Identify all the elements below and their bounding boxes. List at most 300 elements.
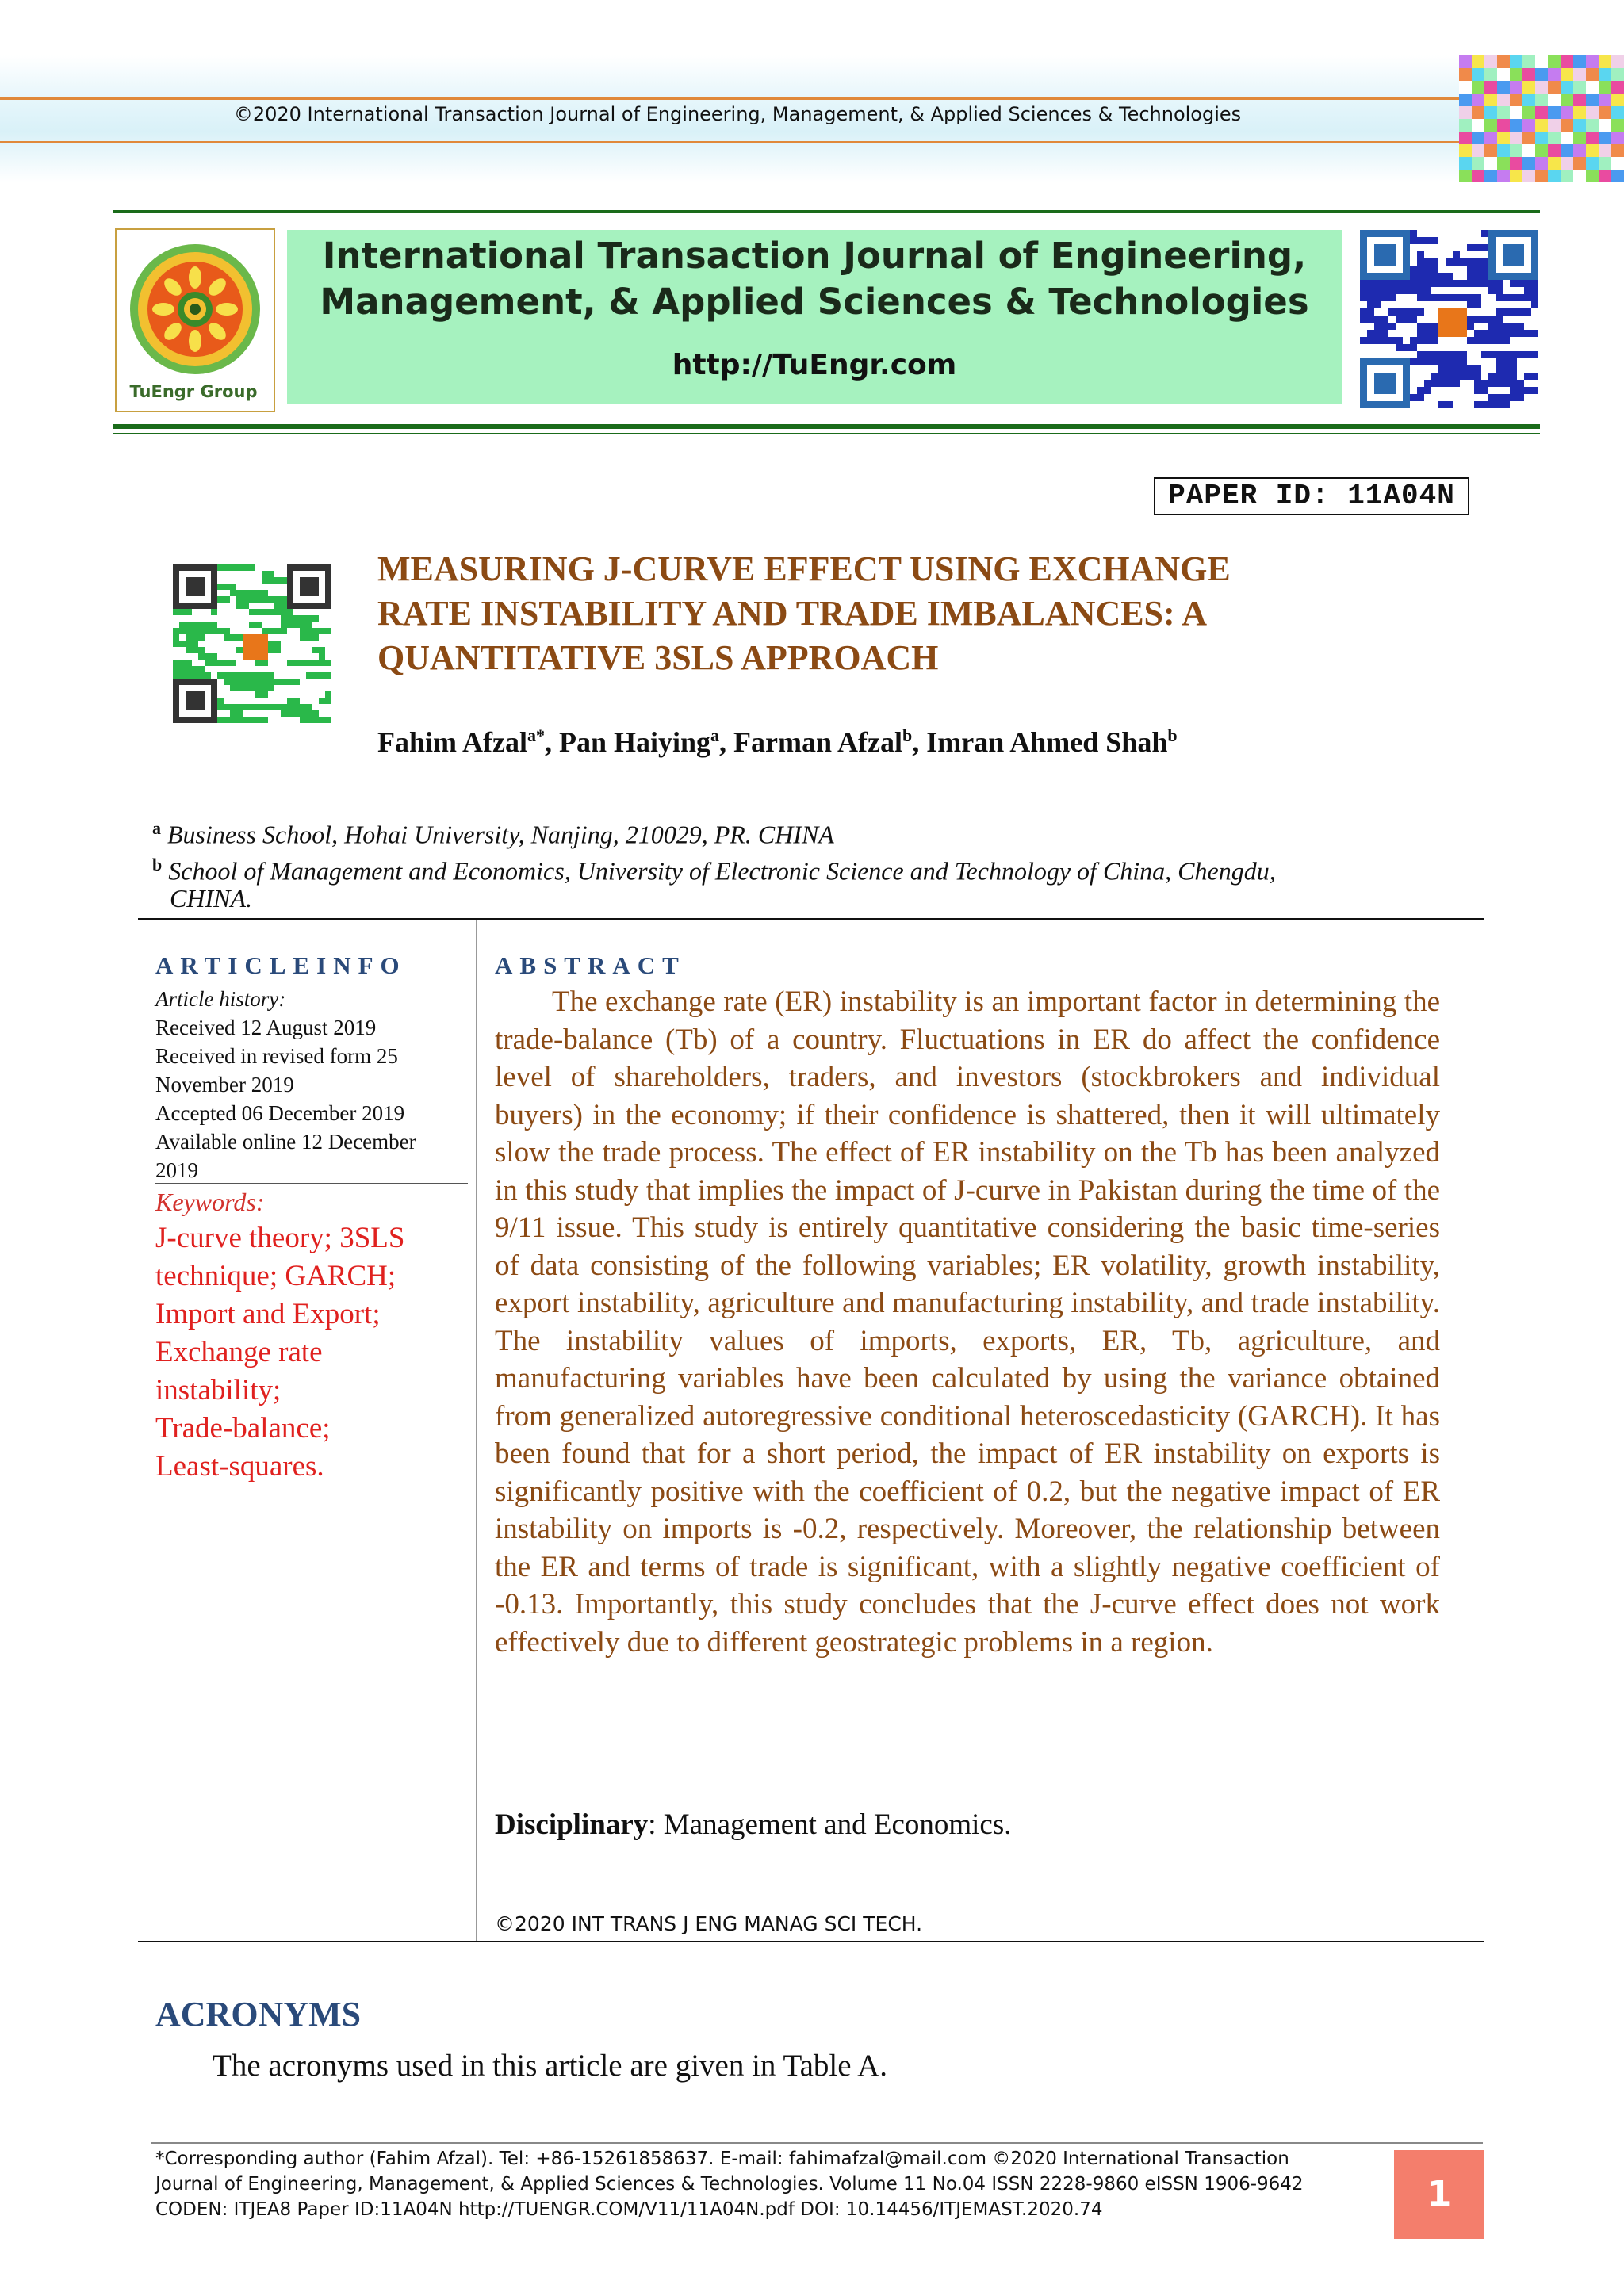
qr-module	[255, 685, 262, 691]
qr-module	[198, 596, 205, 603]
qr-module	[1517, 373, 1524, 380]
qr-module	[217, 666, 224, 672]
qr-module	[1381, 373, 1388, 380]
qr-module	[173, 603, 179, 609]
qr-module	[1438, 251, 1446, 258]
qr-module	[1503, 365, 1510, 373]
qr-module	[1381, 294, 1388, 301]
mosaic-tile	[1573, 119, 1586, 132]
qr-module	[1446, 380, 1453, 387]
qr-module	[1524, 401, 1531, 408]
qr-module	[1481, 308, 1488, 316]
qr-module	[1460, 344, 1467, 351]
top-rule-lower	[0, 141, 1475, 144]
qr-module	[224, 609, 230, 615]
qr-module	[1503, 273, 1510, 280]
qr-module	[293, 698, 300, 704]
qr-module	[1503, 251, 1510, 258]
qr-module	[1417, 280, 1424, 287]
qr-module	[1510, 380, 1517, 387]
mosaic-tile	[1611, 119, 1624, 132]
qr-module	[179, 571, 186, 577]
qr-module	[224, 717, 230, 723]
qr-module	[173, 710, 179, 717]
qr-module	[293, 704, 300, 710]
qr-module	[217, 691, 224, 698]
qr-module	[198, 647, 205, 653]
qr-module	[1510, 358, 1517, 365]
qr-module	[217, 590, 224, 596]
qr-module	[268, 666, 274, 672]
qr-module	[1524, 394, 1531, 401]
qr-module	[262, 584, 268, 590]
qr-module	[1510, 330, 1517, 337]
qr-module	[319, 679, 325, 685]
qr-module	[217, 603, 224, 609]
qr-module	[262, 609, 268, 615]
qr-module	[1446, 294, 1453, 301]
qr-module	[249, 584, 255, 590]
qr-module	[173, 653, 179, 660]
qr-module	[1460, 387, 1467, 394]
qr-module	[255, 641, 262, 647]
qr-module	[300, 660, 306, 666]
qr-module	[1438, 365, 1446, 373]
qr-module	[1381, 387, 1388, 394]
mosaic-tile	[1484, 106, 1497, 119]
qr-module	[243, 666, 249, 672]
qr-module	[1424, 387, 1431, 394]
qr-module	[1424, 394, 1431, 401]
qr-module	[255, 653, 262, 660]
qr-module	[205, 577, 211, 584]
qr-module	[255, 596, 262, 603]
qr-module	[1460, 287, 1467, 294]
qr-module	[268, 704, 274, 710]
mosaic-tile	[1497, 132, 1510, 144]
qr-module	[224, 634, 230, 641]
qr-module	[224, 679, 230, 685]
qr-module	[1446, 280, 1453, 287]
mosaic-tile	[1599, 119, 1611, 132]
qr-module	[1360, 365, 1367, 373]
qr-module	[1496, 280, 1503, 287]
qr-module	[236, 717, 243, 723]
mosaic-tile	[1548, 106, 1561, 119]
qr-module	[1510, 401, 1517, 408]
qr-module	[1496, 294, 1503, 301]
qr-module	[198, 685, 205, 691]
qr-module	[1367, 387, 1374, 394]
mosaic-tile	[1522, 81, 1535, 94]
qr-module	[1431, 401, 1438, 408]
qr-module	[243, 577, 249, 584]
qr-module	[274, 590, 281, 596]
qr-module	[262, 698, 268, 704]
journal-title-line1: International Transaction Journal of Engineering,	[322, 235, 1307, 277]
qr-module	[205, 615, 211, 622]
qr-module	[179, 691, 186, 698]
qr-module	[319, 615, 325, 622]
affiliation-mark: a	[152, 818, 161, 838]
qr-module	[312, 666, 319, 672]
qr-module	[255, 672, 262, 679]
qr-module	[1496, 365, 1503, 373]
qr-module	[300, 628, 306, 634]
qr-module	[1410, 251, 1417, 258]
qr-module	[262, 685, 268, 691]
qr-module	[1524, 344, 1531, 351]
mosaic-tile	[1510, 144, 1522, 157]
qr-module	[306, 717, 312, 723]
qr-module	[1431, 330, 1438, 337]
qr-module	[205, 672, 211, 679]
qr-module	[1374, 237, 1381, 244]
qr-module	[1460, 266, 1467, 273]
qr-module	[319, 685, 325, 691]
author-affiliation-mark: b	[902, 725, 913, 745]
qr-module	[1488, 337, 1496, 344]
qr-module	[1388, 230, 1396, 237]
qr-module	[1360, 387, 1367, 394]
qr-module	[325, 653, 331, 660]
qr-module	[217, 717, 224, 723]
qr-module	[1374, 337, 1381, 344]
qr-module	[1396, 287, 1403, 294]
qr-module	[262, 704, 268, 710]
qr-module	[1453, 294, 1460, 301]
qr-module	[1524, 365, 1531, 373]
qr-module	[1388, 358, 1396, 365]
qr-module	[1481, 323, 1488, 330]
mosaic-tile	[1535, 132, 1548, 144]
qr-module	[281, 628, 287, 634]
qr-module	[306, 685, 312, 691]
qr-module	[192, 698, 198, 704]
qr-module	[1424, 316, 1431, 323]
qr-module	[1424, 373, 1431, 380]
qr-module	[1374, 258, 1381, 266]
qr-module	[325, 634, 331, 641]
qr-module	[1488, 344, 1496, 351]
qr-module	[1438, 337, 1446, 344]
qr-module	[192, 691, 198, 698]
qr-module	[1403, 387, 1410, 394]
qr-module	[1403, 273, 1410, 280]
qr-module	[293, 691, 300, 698]
qr-module	[1467, 316, 1474, 323]
mosaic-tile	[1611, 94, 1624, 106]
qr-module	[300, 698, 306, 704]
qr-module	[1446, 316, 1453, 323]
qr-module	[274, 704, 281, 710]
qr-module	[1503, 358, 1510, 365]
mosaic-tile	[1561, 144, 1573, 157]
qr-module	[268, 672, 274, 679]
qr-module	[179, 564, 186, 571]
qr-module	[274, 609, 281, 615]
qr-module	[230, 577, 236, 584]
qr-module	[1431, 294, 1438, 301]
qr-module	[281, 660, 287, 666]
column-divider	[476, 920, 477, 1942]
disciplinary-label: Disciplinary	[495, 1808, 649, 1841]
qr-module	[312, 622, 319, 628]
running-header: ©2020 International Transaction Journal of Engineering, Management, & Applied Sciences & Technologies	[233, 103, 1242, 125]
mosaic-tile	[1586, 119, 1599, 132]
qr-module	[230, 590, 236, 596]
qr-module	[205, 685, 211, 691]
qr-module	[1381, 394, 1388, 401]
qr-module	[306, 609, 312, 615]
qr-module	[1431, 280, 1438, 287]
qr-module	[1424, 230, 1431, 237]
qr-module	[255, 609, 262, 615]
qr-module	[1496, 330, 1503, 337]
qr-module	[1531, 230, 1538, 237]
qr-module	[1367, 358, 1374, 365]
qr-module	[224, 647, 230, 653]
qr-module	[287, 564, 293, 571]
mosaic-tile	[1548, 144, 1561, 157]
qr-module	[262, 647, 268, 653]
qr-module	[1417, 330, 1424, 337]
qr-module	[211, 634, 217, 641]
qr-module	[1474, 280, 1481, 287]
qr-module	[192, 660, 198, 666]
mosaic-tile	[1611, 132, 1624, 144]
qr-module	[1403, 258, 1410, 266]
qr-module	[1531, 323, 1538, 330]
mosaic-tile	[1497, 94, 1510, 106]
mosaic-tile	[1472, 157, 1484, 170]
article-title-line1: MEASURING J-CURVE EFFECT USING EXCHANGE	[377, 549, 1231, 588]
qr-module	[1510, 273, 1517, 280]
qr-module	[287, 666, 293, 672]
qr-module	[1403, 394, 1410, 401]
qr-module	[217, 710, 224, 717]
qr-module	[1367, 301, 1374, 308]
qr-module	[287, 710, 293, 717]
qr-module	[1531, 266, 1538, 273]
qr-module	[274, 615, 281, 622]
qr-module	[300, 584, 306, 590]
qr-module	[1510, 308, 1517, 316]
qr-module	[179, 685, 186, 691]
qr-module	[1503, 280, 1510, 287]
qr-module	[243, 590, 249, 596]
qr-module	[205, 596, 211, 603]
qr-module	[192, 564, 198, 571]
qr-module	[1524, 244, 1531, 251]
banner-rule-bottom-thin	[113, 433, 1540, 434]
qr-module	[211, 704, 217, 710]
qr-module	[1531, 373, 1538, 380]
qr-module	[1388, 294, 1396, 301]
qr-module	[293, 590, 300, 596]
qr-module	[1517, 308, 1524, 316]
mosaic-tile	[1586, 170, 1599, 182]
qr-module	[1453, 273, 1460, 280]
mosaic-tile	[1497, 144, 1510, 157]
qr-module	[1496, 237, 1503, 244]
mosaic-tile	[1548, 55, 1561, 68]
qr-module	[1467, 380, 1474, 387]
qr-module	[1417, 301, 1424, 308]
qr-module	[230, 571, 236, 577]
keyword-line: Least-squares.	[155, 1450, 324, 1483]
qr-module	[325, 672, 331, 679]
qr-module	[1367, 316, 1374, 323]
mosaic-tile	[1586, 81, 1599, 94]
qr-module	[255, 679, 262, 685]
section-rule-top	[138, 918, 1484, 920]
qr-module	[1446, 323, 1453, 330]
qr-module	[1367, 330, 1374, 337]
qr-module	[1503, 380, 1510, 387]
qr-module	[243, 628, 249, 634]
qr-module	[186, 609, 192, 615]
qr-module	[281, 691, 287, 698]
qr-module	[179, 634, 186, 641]
qr-module	[243, 704, 249, 710]
qr-module	[1467, 280, 1474, 287]
mosaic-tile	[1484, 68, 1497, 81]
qr-module	[1374, 251, 1381, 258]
qr-module	[1460, 337, 1467, 344]
qr-module	[173, 584, 179, 590]
author-list	[377, 725, 1488, 759]
qr-module	[1474, 316, 1481, 323]
qr-module	[1446, 266, 1453, 273]
qr-module	[1424, 308, 1431, 316]
journal-url-link[interactable]: http://TuEngr.com	[672, 349, 957, 381]
qr-module	[1367, 287, 1374, 294]
qr-module	[268, 615, 274, 622]
qr-module	[1388, 387, 1396, 394]
qr-module	[306, 577, 312, 584]
qr-module	[1474, 337, 1481, 344]
qr-module	[230, 647, 236, 653]
qr-module	[1503, 344, 1510, 351]
qr-module	[1438, 316, 1446, 323]
qr-module	[1424, 351, 1431, 358]
qr-module	[236, 698, 243, 704]
qr-module	[1524, 237, 1531, 244]
qr-module	[319, 564, 325, 571]
qr-module	[274, 577, 281, 584]
qr-module	[1531, 280, 1538, 287]
qr-module	[1403, 316, 1410, 323]
qr-module	[236, 660, 243, 666]
qr-module	[1388, 258, 1396, 266]
qr-module	[1474, 380, 1481, 387]
qr-module	[1410, 301, 1417, 308]
qr-module	[1374, 380, 1381, 387]
qr-module	[319, 698, 325, 704]
qr-module	[1460, 244, 1467, 251]
qr-module	[268, 710, 274, 717]
qr-module	[186, 698, 192, 704]
qr-module	[1403, 230, 1410, 237]
qr-module	[1531, 316, 1538, 323]
qr-module	[1467, 251, 1474, 258]
qr-module	[1510, 323, 1517, 330]
qr-module	[1417, 230, 1424, 237]
qr-module	[1446, 344, 1453, 351]
qr-module	[1431, 387, 1438, 394]
qr-module	[1481, 266, 1488, 273]
qr-module	[224, 564, 230, 571]
qr-module	[300, 571, 306, 577]
qr-module	[211, 666, 217, 672]
qr-module	[1417, 373, 1424, 380]
qr-module	[293, 584, 300, 590]
qr-module	[319, 666, 325, 672]
mosaic-tile	[1472, 81, 1484, 94]
qr-module	[1446, 365, 1453, 373]
qr-module	[319, 641, 325, 647]
qr-module	[255, 660, 262, 666]
qr-module	[1453, 280, 1460, 287]
qr-module	[1467, 230, 1474, 237]
qr-module	[1410, 401, 1417, 408]
qr-module	[325, 641, 331, 647]
qr-module	[1488, 401, 1496, 408]
qr-module	[198, 622, 205, 628]
author-separator: ,	[912, 726, 927, 758]
mosaic-tile	[1497, 157, 1510, 170]
qr-module	[1524, 330, 1531, 337]
qr-module	[1531, 401, 1538, 408]
qr-module	[1431, 251, 1438, 258]
qr-module	[1531, 344, 1538, 351]
qr-module	[1474, 330, 1481, 337]
qr-module	[192, 584, 198, 590]
qr-module	[293, 679, 300, 685]
qr-module	[1381, 308, 1388, 316]
qr-module	[1381, 401, 1388, 408]
qr-module	[186, 710, 192, 717]
author-name: Imran Ahmed Shah	[926, 726, 1168, 758]
qr-module	[1431, 273, 1438, 280]
qr-module	[205, 584, 211, 590]
qr-module	[211, 615, 217, 622]
qr-module	[1410, 237, 1417, 244]
qr-module	[1467, 294, 1474, 301]
abstract-text: The exchange rate (ER) instability is an important factor in determining the trade-balance (Tb) of a country. Fluctuations in ER do affect the confidence level of shareholders, traders, and investors (stockbrokers and individual buyers) in the economy; if their confidence is shattered, then it will ultimately slow the trade process. The effect of ER instability on the Tb has been analyzed in this study that implies the impact of J-curve in Pakistan during the time of the 9/11 issue. This study is entirely quantitative considering the basic time-series of data consisting of the following variables; ER volatility, growth instability, export instability, agriculture and manufacturing instability, and trade instability. The instability values of imports, exports, ER, Tb, agriculture, and manufacturing variables have been calculated by using the variance obtained from generalized autoregressive conditional heteroscedasticity (GARCH). It has been found that for a short period, the impact of ER instability on exports is significantly positive with the coefficient of 0.2, but the negative impact of ER instability on imports is -0.2, respectively. Moreover, the relationship between the ER and terms of trade is significant, with a slightly negative coefficient of -0.13. Importantly, this study concludes that the J-curve effect does not work effectively due to different geostrategic problems in a region.	[495, 985, 1440, 1659]
mosaic-tile	[1586, 157, 1599, 170]
qr-module	[1417, 294, 1424, 301]
qr-module	[224, 584, 230, 590]
qr-module	[1453, 351, 1460, 358]
qr-module	[1488, 308, 1496, 316]
qr-module	[224, 615, 230, 622]
qr-module	[1374, 244, 1381, 251]
qr-module	[179, 596, 186, 603]
qr-module	[1481, 337, 1488, 344]
article-history	[155, 985, 473, 1184]
qr-module	[236, 691, 243, 698]
qr-module	[1496, 258, 1503, 266]
qr-module	[249, 609, 255, 615]
qr-module	[262, 634, 268, 641]
qr-module	[255, 584, 262, 590]
qr-module	[1403, 337, 1410, 344]
mosaic-tile	[1510, 94, 1522, 106]
color-mosaic-decoration	[1459, 55, 1624, 182]
qr-module	[1410, 230, 1417, 237]
